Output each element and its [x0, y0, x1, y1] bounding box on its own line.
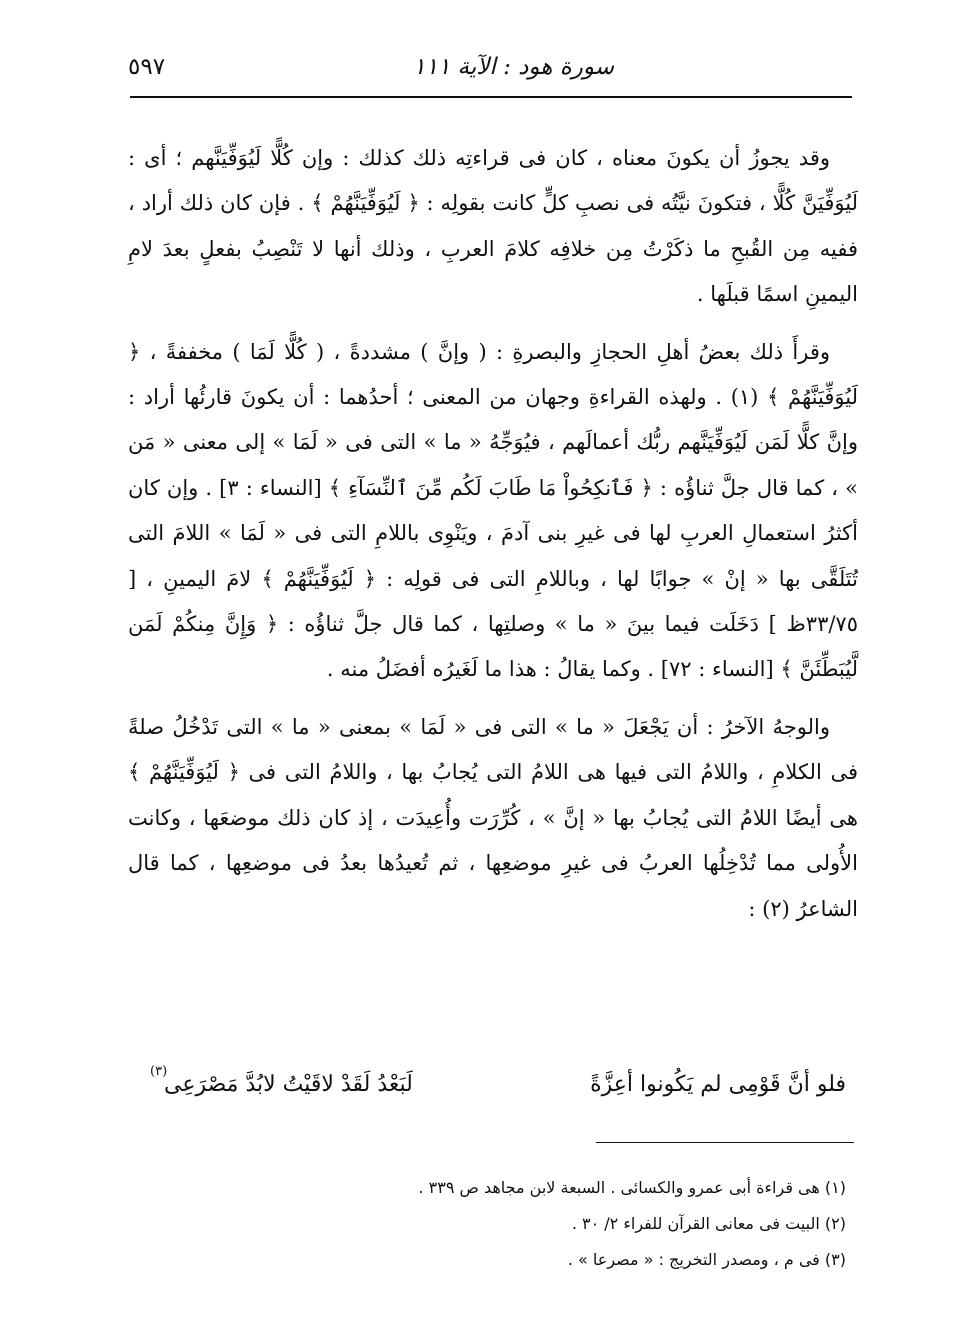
page-header	[120, 48, 844, 88]
paragraph-gap	[128, 693, 858, 705]
footnote-3: (٣) فى م ، ومصدر التخريج : « مصرعا » .	[567, 1250, 846, 1269]
footnote-1: (١) هى قراءة أبى عمرو والكسائى . السبعة لابن مجاهد ص ٣٣٩ .	[418, 1178, 846, 1197]
verse-first-hemistich: فلو أنَّ قَوْمِى لم يَكُونوا أعِزَّةً	[590, 1072, 846, 1097]
footnote-divider	[596, 1142, 854, 1143]
paragraph-2: وقرأَ ذلك بعضُ أهلِ الحجازِ والبصرةِ : ( وإنَّ ) مشددةً ، ( كُلًّا لَمَا ) مخففةً ، ﴿ لَيُوَفِّيَنَّهُمْ ﴾ (١) . ولهذه القراءةِ وجهان من المعنى ؛ أحدُهما : أن يكونَ قارئُها أراد : وإنَّ كلًّا لَمَن لَيُوَفِّيَنَّهم ربُّك أعمالَهم ، فيُوَجِّهُ « ما » التى فى « لَمَا » إلى معنى « مَن » ، كما قال جلَّ ثناؤُه : ﴿ فَٱنكِحُواْ مَا طَابَ لَكُم مِّنَ ٱلنِّسَآءِ ﴾ [النساء : ٣] . وإن كان أكثرُ استعمالِ العربِ لها فى غيرِ بنى آدمَ ، ويَنْوِى باللامِ التى فى « لَمَا » اللامَ التى تُتَلَقَّى بها « إنْ » جوابًا لها ، وباللامِ التى فى قولِه : ﴿ لَيُوَفِّيَنَّهُمْ ﴾ لامَ اليمينِ ، [ ٣٣/٧٥ظ ] دَخَلَت فيما بينَ « ما » وصلتِها ، كما قال جلَّ ثناؤُه : ﴿ وَإِنَّ مِنكُمْ لَمَن لَّيُبَطِّئَنَّ ﴾ [النساء : ٧٢] . وكما يقالُ : هذا ما لَغَيرُه أفضَلُ منه .	[128, 339, 859, 682]
verse-footnote-marker: (٣)	[150, 1064, 168, 1079]
page-number: ٥٩٧	[128, 54, 166, 80]
header-divider	[130, 96, 852, 98]
paragraph-3: والوجهُ الآخرُ : أن يَجْعَلَ « ما » التى فى « لَمَا » بمعنى « ما » التى تَدْخُلُ صلةً فى الكلامِ ، واللامُ التى فيها هى اللامُ التى يُجابُ بها ، واللامُ التى فى ﴿ لَيُوَفِّيَنَّهُمْ ﴾ هى أيضًا اللامُ التى يُجابُ بها « إنَّ » ، كُرِّرَت وأُعِيدَت ، إذ كان ذلك موضعَها ، وكانت الأُولى مما تُدْخِلُها العربُ فى غيرِ موضعِها ، ثم تُعيدُها بعدُ فى موضعِها ، كما قال الشاعرُ (٢) :	[128, 714, 858, 921]
main-text	[128, 136, 858, 932]
running-title: سورة هود : الآية ١١١	[413, 54, 614, 80]
paragraph-gap	[128, 318, 858, 330]
verse-second-hemistich: لَبَعْدُ لَقَدْ لاقَيْتُ لابُدَّ مَصْرَعِى	[164, 1072, 413, 1097]
footnote-2: (٢) البيت فى معانى القرآن للفراء ٢/ ٣٠ .	[571, 1214, 846, 1233]
footnotes	[300, 1170, 846, 1278]
poetry-verse	[150, 1066, 846, 1110]
paragraph-1: وقد يجوزُ أن يكونَ معناه ، كان فى قراءتِه ذلك كذلك : وإن كُلًّا لَيُوَفِّيَنَّهم ؛ أى : لَيُوَفِّيَنَّ كُلًّا ، فتكونَ نيَّتُه فى نصبِ كلٍّ كانت بقولِه : ﴿ لَيُوَفِّيَنَّهُمْ ﴾ . فإن كان ذلك أراد ، ففيه مِن القُبحِ ما ذكَرْتُ مِن خلافِه كلامَ العربِ ، وذلك أنها لا تَنْصِبُ بفعلٍ بعدَ لامِ اليمينِ اسمًا قبلَها .	[128, 146, 858, 307]
